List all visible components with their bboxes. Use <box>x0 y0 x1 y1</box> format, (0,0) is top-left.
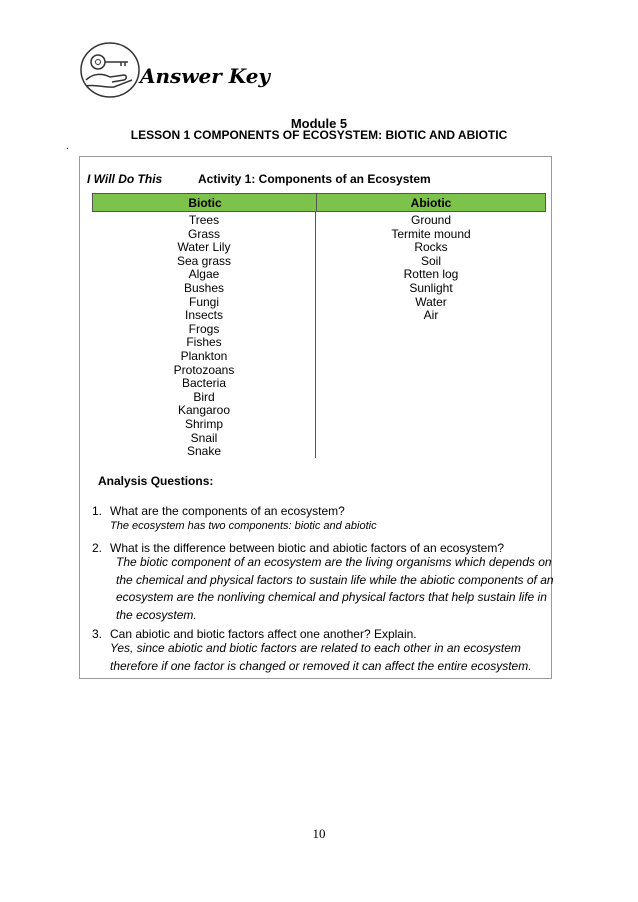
answer-text <box>110 518 377 536</box>
column-header-abiotic: Abiotic <box>410 196 452 210</box>
question-text: What are the components of an ecosystem? <box>110 504 345 518</box>
answer-text <box>116 554 554 624</box>
list-item: Air <box>423 308 439 323</box>
list-item: Rotten log <box>403 267 459 282</box>
list-item: Fishes <box>186 335 222 350</box>
list-item: Fungi <box>188 294 220 309</box>
list-item: Rocks <box>414 240 448 255</box>
answer-text <box>110 640 532 675</box>
activity-title: Activity 1: Components of an Ecosystem <box>198 172 431 186</box>
answer-line: Yes, since abiotic and biotic factors are related to each other in an ecosystem <box>110 641 521 655</box>
list-item: Water Lily <box>177 240 231 255</box>
answer-line: ecosystem are the nonliving chemical and physical factors that help sustain life in <box>116 590 547 604</box>
answer-line: therefore if one factor is changed or removed it can affect the entire ecosystem. <box>110 658 532 673</box>
activity-heading <box>87 172 431 186</box>
list-item: Algae <box>188 267 220 282</box>
list-item: Trees <box>188 213 220 227</box>
answer-line: the chemical and physical factors to sustain life while the abiotic components of an <box>116 572 554 587</box>
question-text: Can abiotic and biotic factors affect one another? Explain. <box>110 627 417 641</box>
analysis-title: Analysis Questions: <box>98 474 214 488</box>
abiotic-list <box>316 214 546 323</box>
answer-line: The biotic component of an ecosystem are the living organisms which depends on <box>116 555 552 569</box>
list-item: Sea grass <box>176 253 232 268</box>
list-item: Grass <box>187 226 220 241</box>
question-number: 1. <box>92 504 103 518</box>
question-number: 3. <box>92 627 103 641</box>
module-title: Module 5 <box>290 116 348 131</box>
lesson-title: LESSON 1 COMPONENTS OF ECOSYSTEM: BIOTIC AND ABIOTIC <box>130 128 508 142</box>
activity-label: I Will Do This <box>87 172 163 186</box>
list-item: Soil <box>420 253 441 268</box>
stray-mark: . <box>66 141 69 152</box>
list-item: Protozoans <box>173 362 235 377</box>
list-item: Insects <box>184 308 223 323</box>
answer-key-logo <box>78 40 278 104</box>
key-hand-icon <box>78 40 142 104</box>
list-item: Termite mound <box>391 226 471 241</box>
list-item: Snake <box>186 444 222 459</box>
list-item: Bird <box>193 389 215 404</box>
list-item: Frogs <box>188 321 220 336</box>
list-item: Bushes <box>183 280 225 295</box>
biotic-list <box>92 214 316 459</box>
list-item: Water <box>415 294 447 309</box>
page-number: 10 <box>312 826 326 841</box>
list-item: Bacteria <box>181 376 227 391</box>
answer-line: The ecosystem has two components: biotic and abiotic <box>110 520 377 532</box>
column-header-biotic: Biotic <box>188 196 222 210</box>
table-header <box>92 193 546 212</box>
logo-text: Answer Key <box>140 64 271 88</box>
list-item: Shrimp <box>184 416 223 431</box>
question-number: 2. <box>92 541 103 555</box>
list-item: Snail <box>190 430 218 445</box>
list-item: Ground <box>410 213 452 227</box>
question-text: What is the difference between biotic and abiotic factors of an ecosystem? <box>110 541 504 555</box>
list-item: Plankton <box>180 348 228 363</box>
list-item: Kangaroo <box>177 403 231 418</box>
answer-line: the ecosystem. <box>116 607 197 622</box>
list-item: Sunlight <box>409 280 453 295</box>
